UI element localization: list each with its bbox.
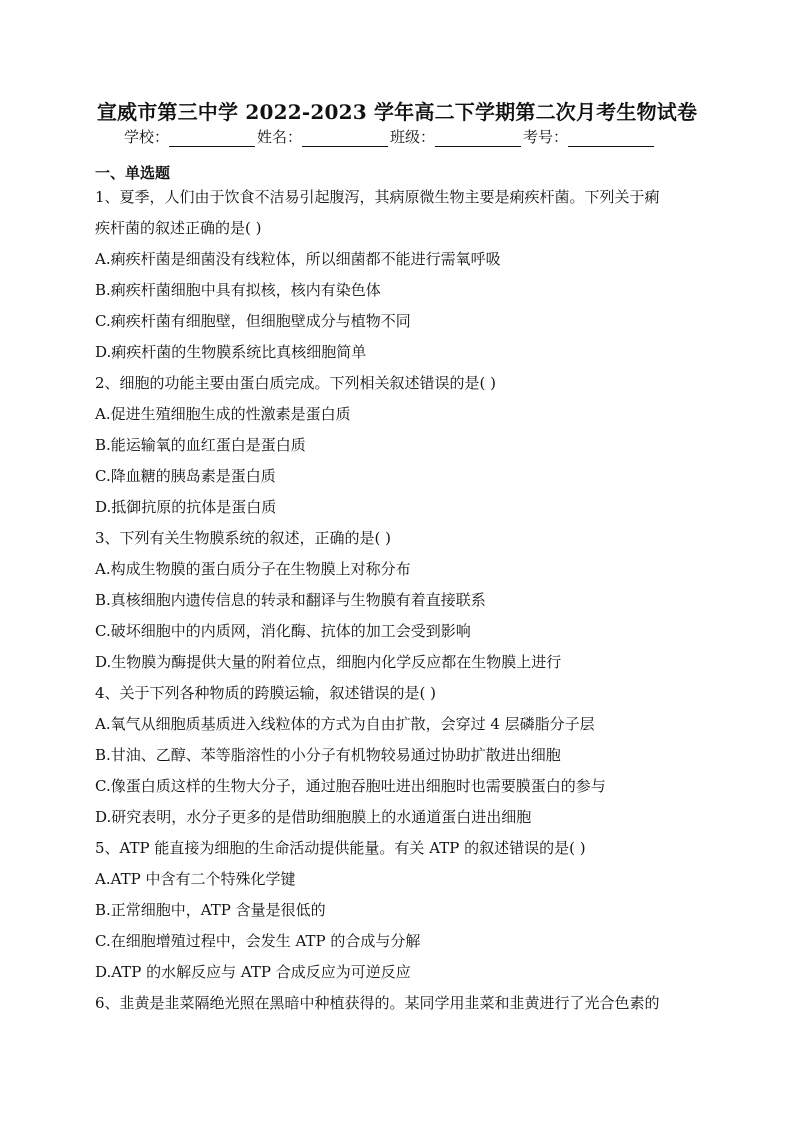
text-line: 4、关于下列各种物质的跨膜运输，叙述错误的是( ) — [95, 684, 437, 702]
text-line: D.痢疾杆菌的生物膜系统比真核细胞简单 — [95, 343, 367, 361]
text-line: 5、ATP 能直接为细胞的生命活动提供能量。有关 ATP 的叙述错误的是( ) — [95, 839, 586, 857]
text-line: D.抵御抗原的抗体是蛋白质 — [95, 498, 277, 516]
text-line: B.痢疾杆菌细胞中具有拟核，核内有染色体 — [95, 281, 381, 299]
text-line: B.真核细胞内遗传信息的转录和翻译与生物膜有着直接联系 — [95, 591, 486, 609]
exam-title: 宣威市第三中学 2022-2023 学年高二下学期第二次月考生物试卷 — [96, 100, 698, 124]
text-line: 1、夏季，人们由于饮食不洁易引起腹泻，其病原微生物主要是痢疾杆菌。下列关于痢 — [95, 188, 660, 206]
text-line: C.破坏细胞中的内质网，消化酶、抗体的加工会受到影响 — [95, 622, 471, 640]
exam-number-label: 考号： — [523, 128, 569, 146]
text-line: C.痢疾杆菌有细胞壁，但细胞壁成分与植物不同 — [95, 312, 411, 330]
text-line: B.甘油、乙醇、苯等脂溶性的小分子有机物较易通过协助扩散进出细胞 — [95, 746, 561, 764]
school-blank — [169, 130, 255, 147]
text-line: A.促进生殖细胞生成的性激素是蛋白质 — [95, 405, 351, 423]
name-blank — [302, 130, 388, 147]
text-line: D.研究表明，水分子更多的是借助细胞膜上的水通道蛋白进出细胞 — [95, 808, 532, 826]
text-line: 疾杆菌的叙述正确的是( ) — [95, 219, 262, 237]
text-line: C.在细胞增殖过程中，会发生 ATP 的合成与分解 — [95, 932, 421, 950]
name-label: 姓名： — [257, 128, 303, 146]
class-label: 班级： — [390, 128, 436, 146]
text-line: 6、韭黄是韭菜隔绝光照在黑暗中种植获得的。某同学用韭菜和韭黄进行了光合色素的 — [95, 994, 660, 1012]
text-line: B.能运输氧的血红蛋白是蛋白质 — [95, 436, 306, 454]
text-line: D.ATP 的水解反应与 ATP 合成反应为可逆反应 — [95, 963, 411, 981]
student-info-line — [124, 126, 684, 147]
text-line: C.像蛋白质这样的生物大分子，通过胞吞胞吐进出细胞时也需要膜蛋白的参与 — [95, 777, 606, 795]
text-line: 2、细胞的功能主要由蛋白质完成。下列相关叙述错误的是( ) — [95, 374, 497, 392]
text-line: C.降血糖的胰岛素是蛋白质 — [95, 467, 276, 485]
text-line: A.构成生物膜的蛋白质分子在生物膜上对称分布 — [95, 560, 411, 578]
text-line: A.痢疾杆菌是细菌没有线粒体，所以细菌都不能进行需氧呼吸 — [95, 250, 501, 268]
text-line: 3、下列有关生物膜系统的叙述，正确的是( ) — [95, 529, 392, 547]
exam-number-blank — [568, 130, 654, 147]
section-heading: 一、单选题 — [95, 164, 171, 182]
text-line: B.正常细胞中，ATP 含量是很低的 — [95, 901, 326, 919]
class-blank — [435, 130, 521, 147]
text-line: A.氧气从细胞质基质进入线粒体的方式为自由扩散，会穿过 4 层磷脂分子层 — [95, 715, 595, 733]
text-line: A.ATP 中含有二个特殊化学键 — [95, 870, 296, 888]
text-line: D.生物膜为酶提供大量的附着位点，细胞内化学反应都在生物膜上进行 — [95, 653, 562, 671]
school-label: 学校： — [124, 128, 170, 146]
question-list — [95, 182, 700, 1019]
